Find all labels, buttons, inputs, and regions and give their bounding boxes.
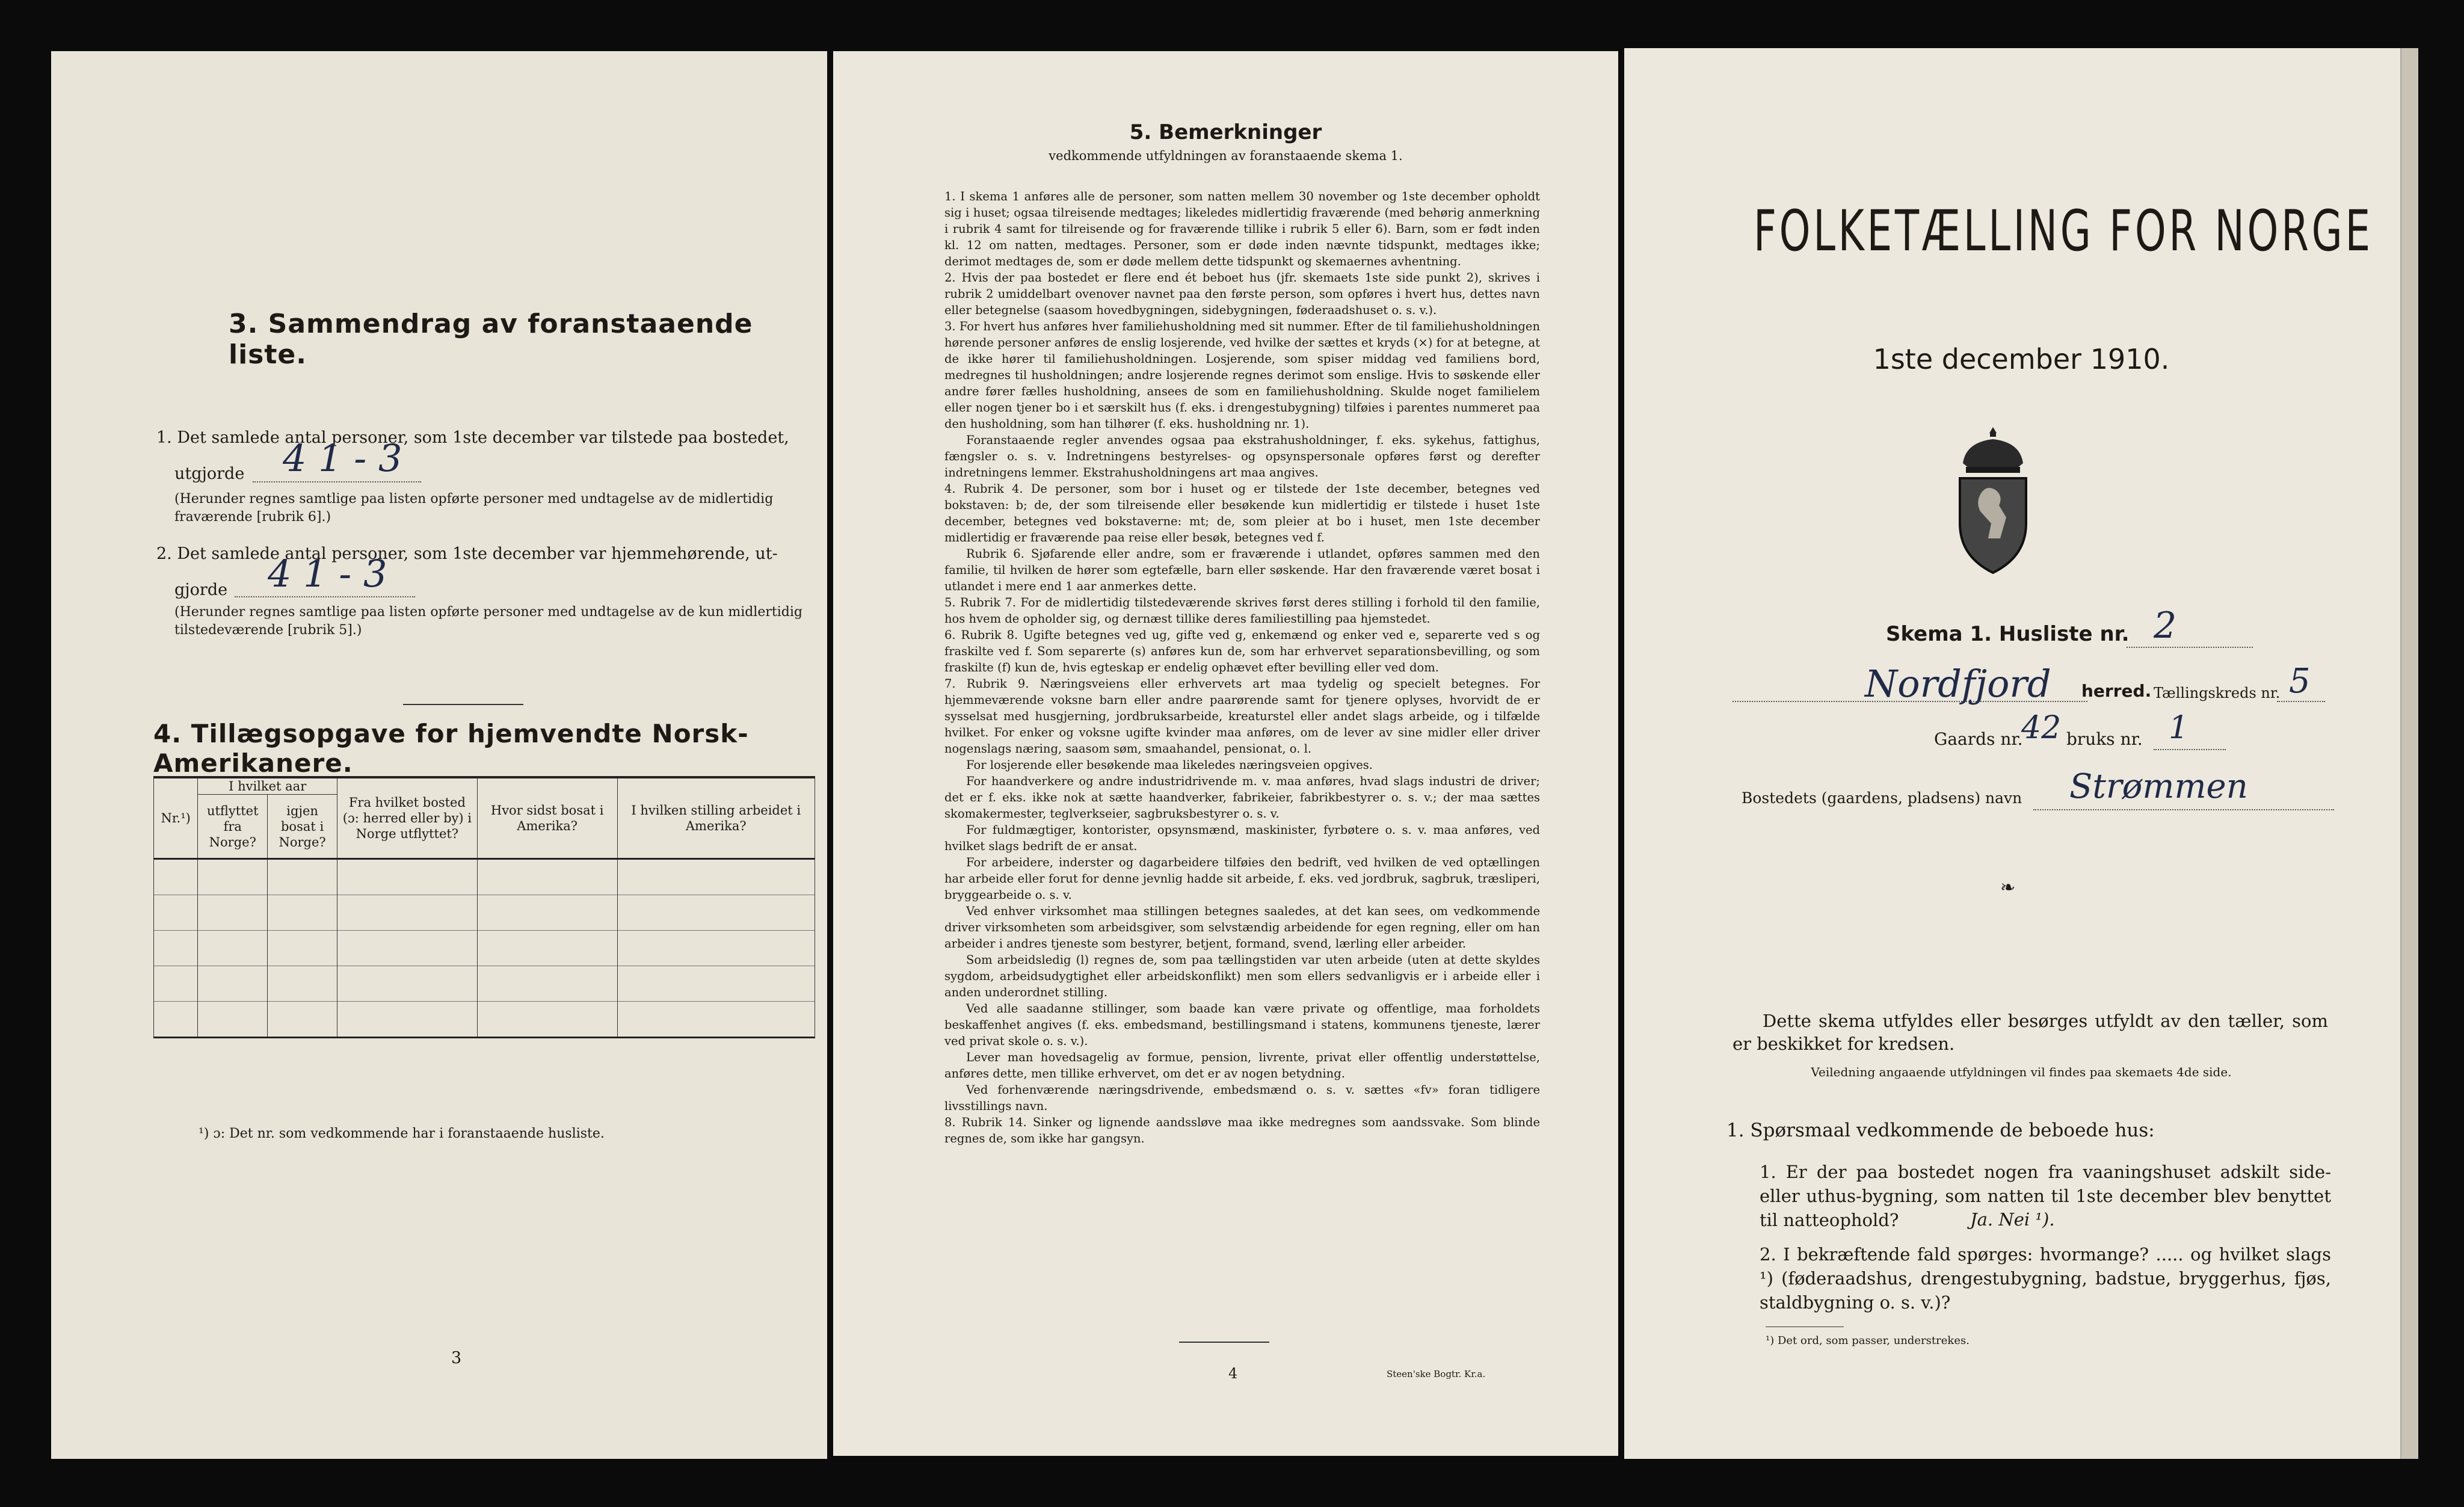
item1-note: (Herunder regnes samtlige paa listen opførte personer med undtagelse av de midlertidig fraværende [rubrik 6].) <box>174 492 774 525</box>
remark-paragraph: 2. Hvis der paa bostedet er flere end ét beboet hus (jfr. skemaets 1ste side punkt 2), skrives i rubrik 2 umiddelbart ovenover navnet paa den første person, som opføres i hvert hus, dettes navn eller betegnelse (saasom hovedbygningen, sidebygningen, føderaadshuset o. s. v.). <box>944 271 1540 317</box>
remarks-subtitle: vedkommende utfyldningen av foranstaaende skema 1. <box>1049 149 1403 163</box>
table-row <box>154 859 815 895</box>
guide-text: Veiledning angaaende utfyldningen vil findes paa skemaets 4de side. <box>1811 1065 2232 1079</box>
remark-paragraph: 5. Rubrik 7. For de midlertidig tilstedeværende skrives først deres stilling i forhold til den familie, hos hvem de opholder sig, og dernæst tillike deres familiestilling paa hjemstedet. <box>944 596 1540 626</box>
item1-dotline <box>253 481 421 482</box>
table-row <box>154 895 815 931</box>
herred-value: Nordfjord <box>1865 662 2051 706</box>
question-2: 2. I bekræftende fald spørges: hvormange? ..... og hvilket slags ¹) (føderaadshus, drengestubygning, badstue, bryggerhus, fjøs, staldbygning o. s. v.)? <box>1760 1244 2331 1313</box>
remark-paragraph: For haandverkere og andre industridrivende m. v. maa anføres, hvad slags industri de driver; det er f. eks. ikke nok at sætte haandverker, fabrikeier, fabrikbestyrer o. s. v.; der maa sættes skomakermester, teglverkseier, sagbruksbestyrer o. s. v. <box>944 774 1540 821</box>
divider <box>403 704 523 705</box>
remark-paragraph: 4. Rubrik 4. De personer, som bor i huset og er tilstede der 1ste december, betegnes ved bokstaven: b; de, der som tilreisende eller besøkende kun midlertidig er tilstede i huset 1ste december, betegnes ved bokstaverne: mt; de, som pleier at bo i huset, men 1ste december midlertidig er fraværende paa reise eller besøk, betegnes ved f. <box>944 482 1540 544</box>
table-row <box>154 1002 815 1038</box>
remark-paragraph: 1. I skema 1 anføres alle de personer, som natten mellem 30 november og 1ste december opholdt sig i huset; ogsaa tilreisende medtages; likeledes midlertidig fraværende (med behørig anmerkning i rubrik 4 samt for tilreisende og for fraværende tillike i rubrik 5 eller 6). Barn, som er født inden kl. 12 om natten, medtages. Personer, som er døde inden nævnte tidspunkt, medtages ikke; derimot medtages de, som er døde mellem dette tidspunkt og skemaernes avhentning. <box>944 190 1540 268</box>
col-group-year: I hvilket aar <box>198 777 337 795</box>
col-nr: Nr.¹) <box>154 777 198 859</box>
table-footnote: ¹) ɔ: Det nr. som vedkommende har i foranstaaende husliste. <box>199 1126 605 1141</box>
page-right-cover <box>1624 48 2418 1459</box>
page-left <box>51 51 827 1459</box>
page-number-4: 4 <box>1228 1365 1238 1382</box>
remark-paragraph: For arbeidere, inderster og dagarbeidere tilføies den bedrift, ved hvilken de ved optællingen har arbeide eller forut for denne jevnlig hadde sit arbeide, f. eks. ved jordbruk, sagbruk, træsliperi, bryggearbeide o. s. v. <box>944 855 1540 902</box>
col-where: Hvor sidst bosat i Amerika? <box>477 777 617 859</box>
table-row <box>154 966 815 1002</box>
question-1: 1. Er der paa bostedet nogen fra vaaningshuset adskilt side- eller uthus-bygning, som natten til 1ste december blev benyttet til natteophold? <box>1760 1162 2331 1230</box>
item1-prefix: utgjorde <box>174 464 245 483</box>
remark-paragraph: Som arbeidsledig (l) regnes de, som paa tællingstiden var uten arbeide (uten at dette skyldes sygdom, arbeidsudygtighet eller arbeidskonflikt) men som ellers sedvanligvis er i arbeide eller i anden underordnet stilling. <box>944 953 1540 999</box>
remark-paragraph: Ved forhenværende næringsdrivende, embedsmænd o. s. v. sættes «fv» foran tidligere livsstillings navn. <box>944 1083 1540 1113</box>
intro-text: Dette skema utfyldes eller besørges utfyldt av den tæller, som er beskikket for kredsen. <box>1732 1011 2328 1054</box>
gaards-value: 42 <box>2021 710 2062 746</box>
husliste-value: 2 <box>2154 605 2177 647</box>
section4-title: 4. Tillægsopgave for hjemvendte Norsk-Amerikanere. <box>153 719 749 778</box>
bosted-value: Strømmen <box>2069 767 2248 806</box>
bruks-dotline <box>2154 749 2226 750</box>
remark-paragraph: 7. Rubrik 9. Næringsveiens eller erhvervets art maa tydelig og specielt betegnes. For hjemmeværende voksne barn eller andre paarørende samt for tjenere oplyses, hvorvidt de er sysselsat med husgjerning, jordbruksarbeide, kreaturstel eller andet slags arbeide, og i tilfælde hvilket. For enker og voksne ugifte kvinder maa anføres, om de lever av sine midler eller driver nogenslags næring, saasom søm, smaahandel, pensionat, o. l. <box>944 677 1540 756</box>
remark-paragraph: For fuldmægtiger, kontorister, opsynsmænd, maskinister, fyrbøtere o. s. v. maa anføres, ved hvilket slags bedrift de er ansat. <box>944 823 1540 853</box>
item2-handwritten-value: 4 1 - 3 <box>268 552 387 596</box>
remark-paragraph: Foranstaaende regler anvendes ogsaa paa ekstrahusholdninger, f. eks. sykehus, fattighus, fængsler o. s. v. Indretningens bestyrelses- og opsynspersonale opføres først og derefter indretningens lemmer. Ekstrahusholdningens art maa angives. <box>944 433 1540 479</box>
remark-paragraph: 8. Rubrik 14. Sinker og lignende aandssløve maa ikke medregnes som aandssvake. Som blinde regnes de, som ikke har gangsyn. <box>944 1115 1540 1145</box>
ornament-icon: ❧ <box>2000 877 2016 898</box>
census-date: 1ste december 1910. <box>1873 343 2170 375</box>
question-heading: 1. Spørsmaal vedkommende de beboede hus: <box>1726 1120 2155 1141</box>
bosted-label: Bostedets (gaardens, pladsens) navn <box>1742 789 2022 807</box>
question-1-answer: Ja. Nei ¹). <box>1970 1209 2055 1230</box>
col-from: Fra hvilket bosted (ɔ: herred eller by) i Norge utflyttet? <box>337 777 478 859</box>
herred-label: herred. <box>2081 681 2152 701</box>
col-job: I hvilken stilling arbeidet i Amerika? <box>617 777 815 859</box>
kreds-value: 5 <box>2289 662 2311 701</box>
item1-text: 1. Det samlede antal personer, som 1ste december var tilstede paa bostedet, <box>156 428 789 447</box>
item2-prefix: gjorde <box>174 581 228 599</box>
remark-paragraph: For losjerende eller besøkende maa likeledes næringsveien opgives. <box>966 758 1373 772</box>
remark-paragraph: Lever man hovedsagelig av formue, pension, livrente, privat eller offentlig understøttelse, anføres dette, men tillike erhvervet, om det er av nogen betydning. <box>944 1050 1540 1080</box>
gaards-label: Gaards nr. <box>1934 729 2023 749</box>
divider <box>1179 1342 1269 1343</box>
remark-paragraph: 6. Rubrik 8. Ugifte betegnes ved ug, gifte ved g, enkemænd og enker ved e, separerte ved s og fraskilte ved f. Som separerte (s) anføres kun de, som har erhvervet separationsbevilling, og som fraskilte (f) kun de, hvis egteskap er endelig ophævet efter bevilling eller ved dom. <box>944 628 1540 674</box>
col-returned: igjen bosat i Norge? <box>268 795 337 859</box>
item1-handwritten-value: 4 1 - 3 <box>283 436 402 480</box>
item2-dotline <box>235 596 415 597</box>
page-number-3: 3 <box>451 1349 462 1367</box>
bruks-label: bruks nr. <box>2066 729 2143 749</box>
page-middle <box>833 51 1618 1456</box>
census-title: FOLKETÆLLING FOR NORGE <box>1754 199 2373 264</box>
item2-text: 2. Det samlede antal personer, som 1ste december var hjemmehørende, ut- <box>156 544 778 563</box>
remark-paragraph: Rubrik 6. Sjøfarende eller andre, som er fraværende i utlandet, opføres sammen med den familie, til hvilken de hører som egtefælle, barn eller søskende. Har den fraværende været bosat i utlandet i mere end 1 aar anmerkes dette. <box>944 547 1540 593</box>
remark-paragraph: 3. For hvert hus anføres hver familiehusholdning med sit nummer. Efter de til familiehusholdningen hørende personer anføres de enslig losjerende, ved hvilke der sættes et kryds (×) for at betegne, at de ikke hører til familiehusholdningen. Losjerende, som spiser middag ved familiens bord, medregnes til husholdningen; andre losjerende regnes derimot som enslige. Hvis to søskende eller andre fører fælles husholdning, ansees de som en familiehusholdning. Skulde noget familielem eller nogen tjener bo i et særskilt hus (f. eks. i drengestubygning) tilføies i parentes nummeret paa den husholdning, som han tilhører (f. eks. husholdning nr. 1). <box>944 319 1540 431</box>
bosted-dotline <box>2033 809 2334 810</box>
footnote: ¹) Det ord, som passer, understrekes. <box>1766 1334 1970 1347</box>
printer-mark: Steen'ske Bogtr. Kr.a. <box>1387 1369 1486 1379</box>
col-emigrated: utflyttet fra Norge? <box>198 795 268 859</box>
kreds-label: Tællingskreds nr. <box>2154 685 2281 701</box>
bruks-value: 1 <box>2169 710 2189 746</box>
returnee-table <box>153 776 815 1038</box>
coat-of-arms-icon <box>1948 421 2038 578</box>
remark-paragraph: Ved alle saadanne stillinger, som baade kan være private og offentlige, maa forholdets beskaffenhet angives (f. eks. embedsmand, bestillingsmand i statens, kommunens tjeneste, lærer ved privat skole o. s. v.). <box>944 1002 1540 1048</box>
page-edge <box>2400 48 2418 1459</box>
kreds-dotline <box>2277 701 2325 702</box>
item2-note: (Herunder regnes samtlige paa listen opførte personer med undtagelse av de kun midlertidig tilstedeværende [rubrik 5].) <box>174 605 802 638</box>
husliste-dotline <box>2127 647 2253 648</box>
schema-label: Skema 1. Husliste nr. <box>1886 622 2130 646</box>
section3-title: 3. Sammendrag av foranstaaende liste. <box>229 309 753 370</box>
remarks-body <box>944 188 1540 1147</box>
table-row <box>154 931 815 966</box>
remark-paragraph: Ved enhver virksomhet maa stillingen betegnes saaledes, at det kan sees, om vedkommende driver virksomheten som arbeidsgiver, som selvstændig arbeidende for egen regning, eller om han arbeider i andres tjeneste som bestyrer, betjent, formand, svend, lærling eller arbeider. <box>944 904 1540 951</box>
remarks-title: 5. Bemerkninger <box>1129 120 1322 144</box>
